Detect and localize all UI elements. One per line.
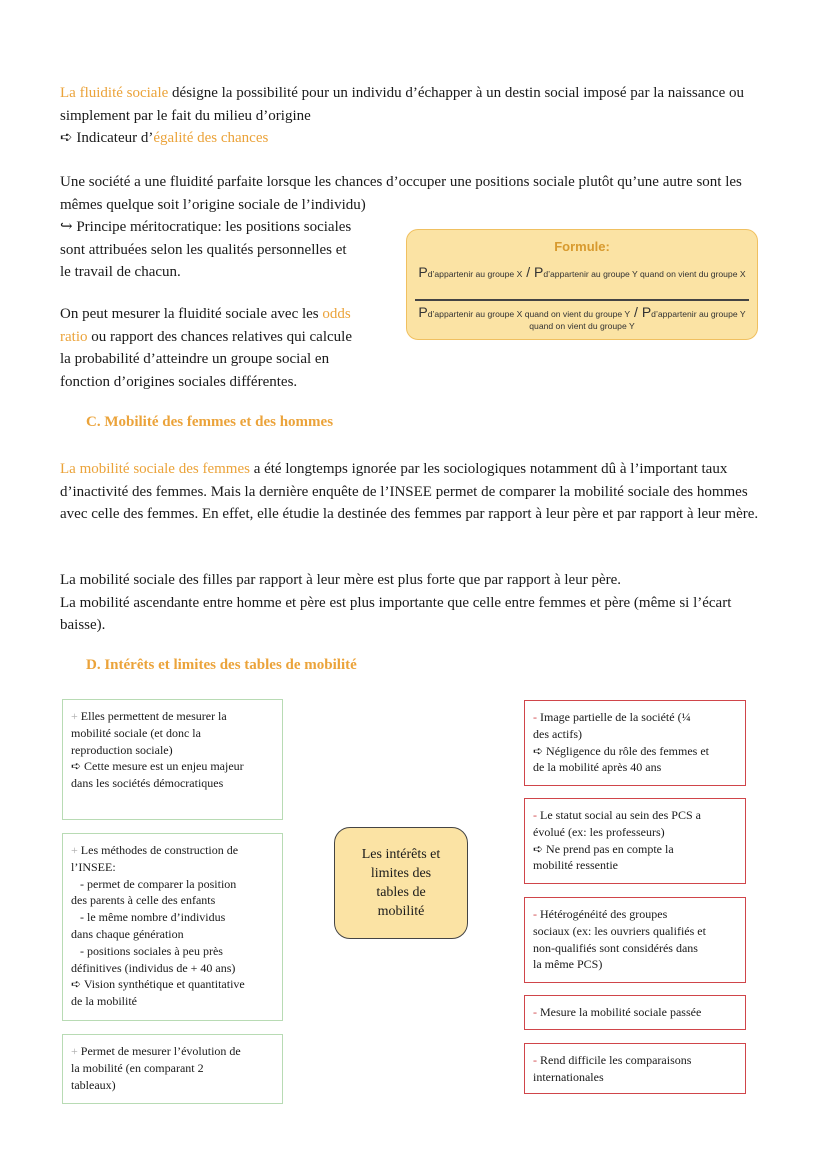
formula-term: d’appartenir au groupe Y quand on vient du groupe Y [529,309,746,331]
term-egalite-chances: égalité des chances [153,130,269,146]
measure-paragraph [60,303,400,393]
pro-line: Elles permettent de mesurer la [80,709,227,723]
formula-slash: / [630,304,642,320]
con-line: évolué (ex: les professeurs) [533,824,665,839]
formula-p: P [641,304,652,320]
pro-box [62,833,283,1021]
pro-line: la mobilité (en comparant 2 [71,1060,204,1075]
section-c-paragraph-2 [60,569,772,637]
formula-term: d’appartenir au groupe Y quand on vient du groupe X [543,269,746,279]
con-line: sociaux (ex: les ouvriers qualifiés et [533,923,706,938]
plus-sign: + [71,709,81,723]
con-line: la même PCS) [533,957,603,972]
pro-line: Les méthodes de construction de [80,843,239,857]
con-line: Rend difficile les comparaisons [540,1053,692,1067]
con-line: ➪ Ne prend pas en compte la [533,841,674,856]
con-line: mobilité ressentie [533,858,618,873]
measure-text: ou rapport des chances relatives qui calcule [87,328,352,345]
con-box [524,995,746,1030]
intro-paragraph [60,82,772,150]
pro-line: de la mobilité [71,994,137,1009]
con-line: non-qualifiés sont considérés dans [533,940,698,955]
minus-sign: - [533,710,540,724]
con-box [524,897,746,983]
measure-text: la probabilité d’atteindre un groupe social en [60,351,330,367]
minus-sign: - [533,1005,540,1019]
formula-p: P [534,264,544,280]
pro-box [62,1034,283,1104]
formula-numerator [413,266,751,280]
pro-line: ➪ Cette mesure est un enjeu majeur [71,759,244,774]
measure-text: fonction d’origines sociales différentes. [60,373,298,390]
center-title-box [334,827,468,939]
pro-line: - le même nombre d’individus [71,910,226,925]
con-line: Hétérogénéité des groupes [540,907,668,921]
con-line: Image partielle de la société (¼ [540,710,691,724]
pro-line: - positions sociales à peu près [71,943,223,958]
term-ratio: ratio [60,328,88,345]
con-line: internationales [533,1069,604,1084]
pro-line: mobilité sociale (et donc la [71,725,201,740]
principle-paragraph [60,216,390,284]
fraction-line [415,299,749,301]
fluidity-paragraph [60,171,772,216]
plus-sign: + [71,843,81,857]
pro-line: Permet de mesurer l’évolution de [80,1044,241,1058]
pro-line: des parents à celle des enfants [71,893,216,908]
section-c-text: La mobilité sociale des filles par rapport à leur mère est plus forte que par rapport à leur père. [60,572,622,588]
pro-line: tableaux) [71,1077,116,1092]
minus-sign: - [533,808,540,822]
fluidity-text: Une société a une fluidité parfaite lorsque les chances d’occuper une positions sociale plutôt qu’une autre sont les mêmes quelque soit l’origine sociale de l’individu) [60,174,742,213]
formula-box [406,229,758,340]
con-line: de la mobilité après 40 ans [533,760,662,775]
con-line: ➪ Négligence du rôle des femmes et [533,743,709,758]
section-c-text: a été longtemps ignorée par les sociologiques notamment dû à l’important taux d’inactivité des femmes. Mais la dernière enquête de l’INSEE permet de comparer la mobilité sociale des hommes avec celle des femmes. En effet, elle étudie la destinée des femmes par rapport à leur père et par rapport à leur mère. [60,461,759,522]
formula-p: P [418,264,428,280]
pro-line: dans chaque génération [71,926,184,941]
section-c-heading: C. Mobilité des femmes et des hommes [86,414,334,430]
minus-sign: - [533,1053,540,1067]
con-box [524,798,746,884]
con-line: des actifs) [533,726,582,741]
term-mobilite-femmes: La mobilité sociale des femmes [60,461,250,477]
center-title-line: limites des [370,866,432,881]
measure-text: On peut mesurer la fluidité sociale avec les [60,306,323,322]
intro-arrow: ➪ Indicateur d’ [60,130,154,146]
term-fluidite-sociale: La fluidité sociale [60,85,169,101]
pro-line: l’INSEE: [71,859,116,874]
pro-line: ➪ Vision synthétique et quantitative [71,977,245,992]
pro-line: - permet de comparer la position [71,876,237,891]
pro-line: dans les sociétés démocratiques [71,776,224,791]
con-box [524,1043,746,1094]
plus-sign: + [71,1044,81,1058]
principle-line: ↪ Principe méritocratique: les positions sociales [60,219,352,235]
formula-title: Formule: [554,239,610,254]
principle-line: le travail de chacun. [60,264,181,280]
center-title-line: mobilité [377,904,425,919]
center-title-line: tables de [376,885,426,900]
formula-term: d’appartenir au groupe X quand on vient du groupe Y [427,309,631,319]
center-title-line: Les intérêts et [361,847,441,862]
con-line: Le statut social au sein des PCS a [540,808,701,822]
intro-definition: désigne la possibilité pour un individu d’échapper à un destin social imposé par la naissance ou simplement par le fait du milieu d’origine [60,85,744,124]
formula-term: d’appartenir au groupe X [427,269,523,279]
pro-line: définitives (individus de + 40 ans) [71,960,236,975]
formula-p: P [418,304,428,320]
pro-box [62,699,283,820]
principle-line: sont attribuées selon les qualités personnelles et [60,241,347,258]
formula-denominator [413,306,751,332]
pro-line: reproduction sociale) [71,742,173,757]
con-box [524,700,746,786]
section-d-heading: D. Intérêts et limites des tables de mobilité [86,657,357,673]
con-line: Mesure la mobilité sociale passée [540,1005,702,1019]
section-c-text: La mobilité ascendante entre homme et père est plus importante que celle entre femmes et père (même si l’écart baisse). [60,594,732,633]
term-odds: odds [322,306,351,322]
section-c-paragraph [60,458,772,526]
formula-slash: / [522,264,534,280]
minus-sign: - [533,907,540,921]
